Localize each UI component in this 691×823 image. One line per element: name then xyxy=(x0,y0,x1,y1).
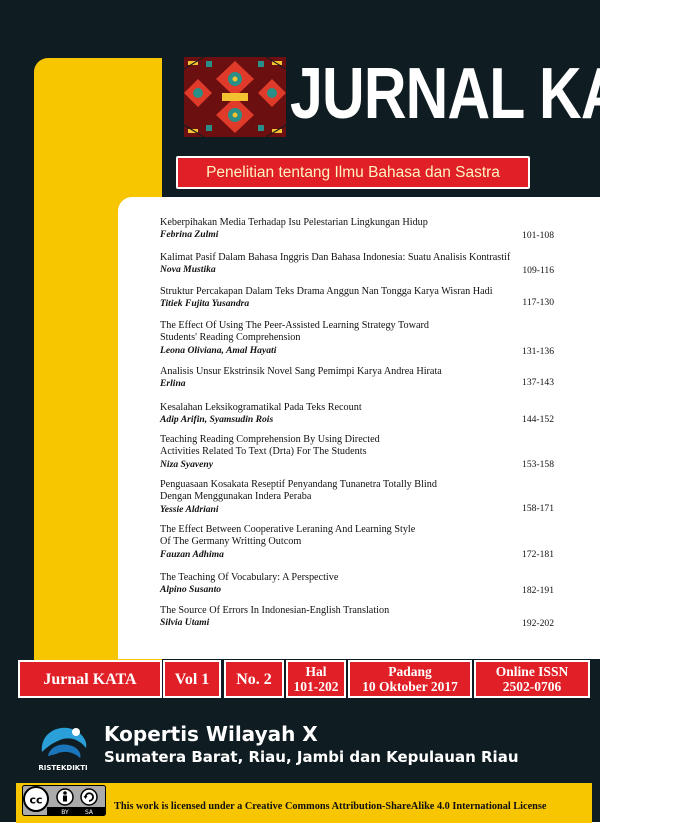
number-box xyxy=(224,660,284,698)
article-author: Fauzan Adhima xyxy=(160,548,224,560)
article-pages: 109-116 xyxy=(522,265,554,276)
cc-by-sa-badge-icon xyxy=(22,785,106,816)
songket-ornament-icon xyxy=(184,57,286,137)
toc-entry xyxy=(160,524,590,560)
pages-label: Hal xyxy=(305,664,327,679)
toc-entry xyxy=(160,572,590,596)
article-title: Kesalahan Leksikogramatikal Pada Teks Recount xyxy=(160,402,362,413)
volume-box xyxy=(163,660,221,698)
article-pages: 137-143 xyxy=(522,377,554,388)
issn-box xyxy=(474,660,590,698)
article-title: Struktur Percakapan Dalam Teks Drama Anggun Nan Tongga Karya Wisran Hadi xyxy=(160,286,493,297)
date-box xyxy=(348,660,472,698)
toc-entry xyxy=(160,320,590,356)
issn-label: Online ISSN xyxy=(495,664,569,679)
article-title: Analisis Unsur Ekstrinsik Novel Sang Pemimpi Karya Andrea Hirata xyxy=(160,366,442,377)
issue-number: No. 2 xyxy=(236,670,272,688)
toc-entry xyxy=(160,605,590,629)
svg-text:cc: cc xyxy=(29,793,43,807)
article-title: The Source Of Errors In Indonesian-English Translation xyxy=(160,605,390,616)
article-title: Teaching Reading Comprehension By Using Directed Activities Related To Text (Drta) For The Students xyxy=(160,434,380,458)
article-title: The Effect Between Cooperative Leraning And Learning Style Of The Germany Writting Outcom xyxy=(160,524,416,548)
article-pages: 192-202 xyxy=(522,618,554,629)
toc-entry xyxy=(160,252,590,276)
volume: Vol 1 xyxy=(174,670,210,688)
logo-text: RISTEKDIKTI xyxy=(38,764,88,772)
publish-date: 10 Oktober 2017 xyxy=(362,679,458,694)
toc-entry xyxy=(160,366,590,390)
article-author: Leona Oliviana, Amal Hayati xyxy=(160,344,277,356)
cc-by-label: BY xyxy=(61,809,69,816)
issue-info-bar xyxy=(0,659,600,701)
article-pages: 101-108 xyxy=(522,230,554,241)
article-author: Nova Mustika xyxy=(160,264,216,276)
article-author: Yessie Aldriani xyxy=(160,503,219,515)
article-pages: 182-191 xyxy=(522,585,554,596)
toc-entry xyxy=(160,479,590,515)
article-author: Silvia Utami xyxy=(160,617,210,629)
article-author: Niza Syaveny xyxy=(160,458,214,470)
kopertis-title: Kopertis Wilayah X xyxy=(104,722,318,746)
toc-entry xyxy=(160,434,590,470)
article-title: Penguasaan Kosakata Reseptif Penyandang Tunanetra Totally Blind Dengan Menggunakan Indera Peraba xyxy=(160,479,437,503)
article-pages: 117-130 xyxy=(522,297,554,308)
article-author: Titiek Fujita Yusandra xyxy=(160,298,250,310)
article-title: The Effect Of Using The Peer-Assisted Learning Strategy Toward Students' Reading Comprehension xyxy=(160,320,429,344)
pages-range: 101-202 xyxy=(293,679,339,694)
journal-name-box xyxy=(18,660,162,698)
kopertis-region: Sumatera Barat, Riau, Jambi dan Kepulauan Riau xyxy=(104,748,519,766)
pages-box xyxy=(286,660,346,698)
journal-name: Jurnal KATA xyxy=(43,670,137,688)
toc-entry xyxy=(160,402,590,426)
article-title: Keberpihakan Media Terhadap Isu Pelestarian Lingkungan Hidup xyxy=(160,217,428,228)
ristekdikti-logo-icon xyxy=(34,718,92,774)
journal-title: JURNAL KATA xyxy=(290,54,691,134)
article-author: Febrina Zulmi xyxy=(160,229,219,241)
license-text: This work is licensed under a Creative Commons Attribution-ShareAlike 4.0 International License xyxy=(114,801,547,812)
subtitle-banner xyxy=(176,156,530,189)
city: Padang xyxy=(388,664,432,679)
toc-entry xyxy=(160,217,590,241)
article-pages: 172-181 xyxy=(522,549,554,560)
article-author: Alpino Susanto xyxy=(160,584,222,596)
issn-value: 2502-0706 xyxy=(502,679,562,694)
article-pages: 144-152 xyxy=(522,414,554,425)
article-author: Adip Arifin, Syamsudin Rois xyxy=(160,414,274,426)
article-title: The Teaching Of Vocabulary: A Perspective xyxy=(160,572,339,583)
toc-entry xyxy=(160,286,590,310)
article-pages: 131-136 xyxy=(522,346,554,357)
cc-sa-label: SA xyxy=(84,809,94,816)
article-author: Erlina xyxy=(160,378,186,390)
article-pages: 153-158 xyxy=(522,459,554,470)
article-title: Kalimat Pasif Dalam Bahasa Inggris Dan Bahasa Indonesia: Suatu Analisis Kontrastif xyxy=(160,252,511,263)
article-pages: 158-171 xyxy=(522,503,554,514)
journal-subtitle: Penelitian tentang Ilmu Bahasa dan Sastra xyxy=(206,164,500,181)
